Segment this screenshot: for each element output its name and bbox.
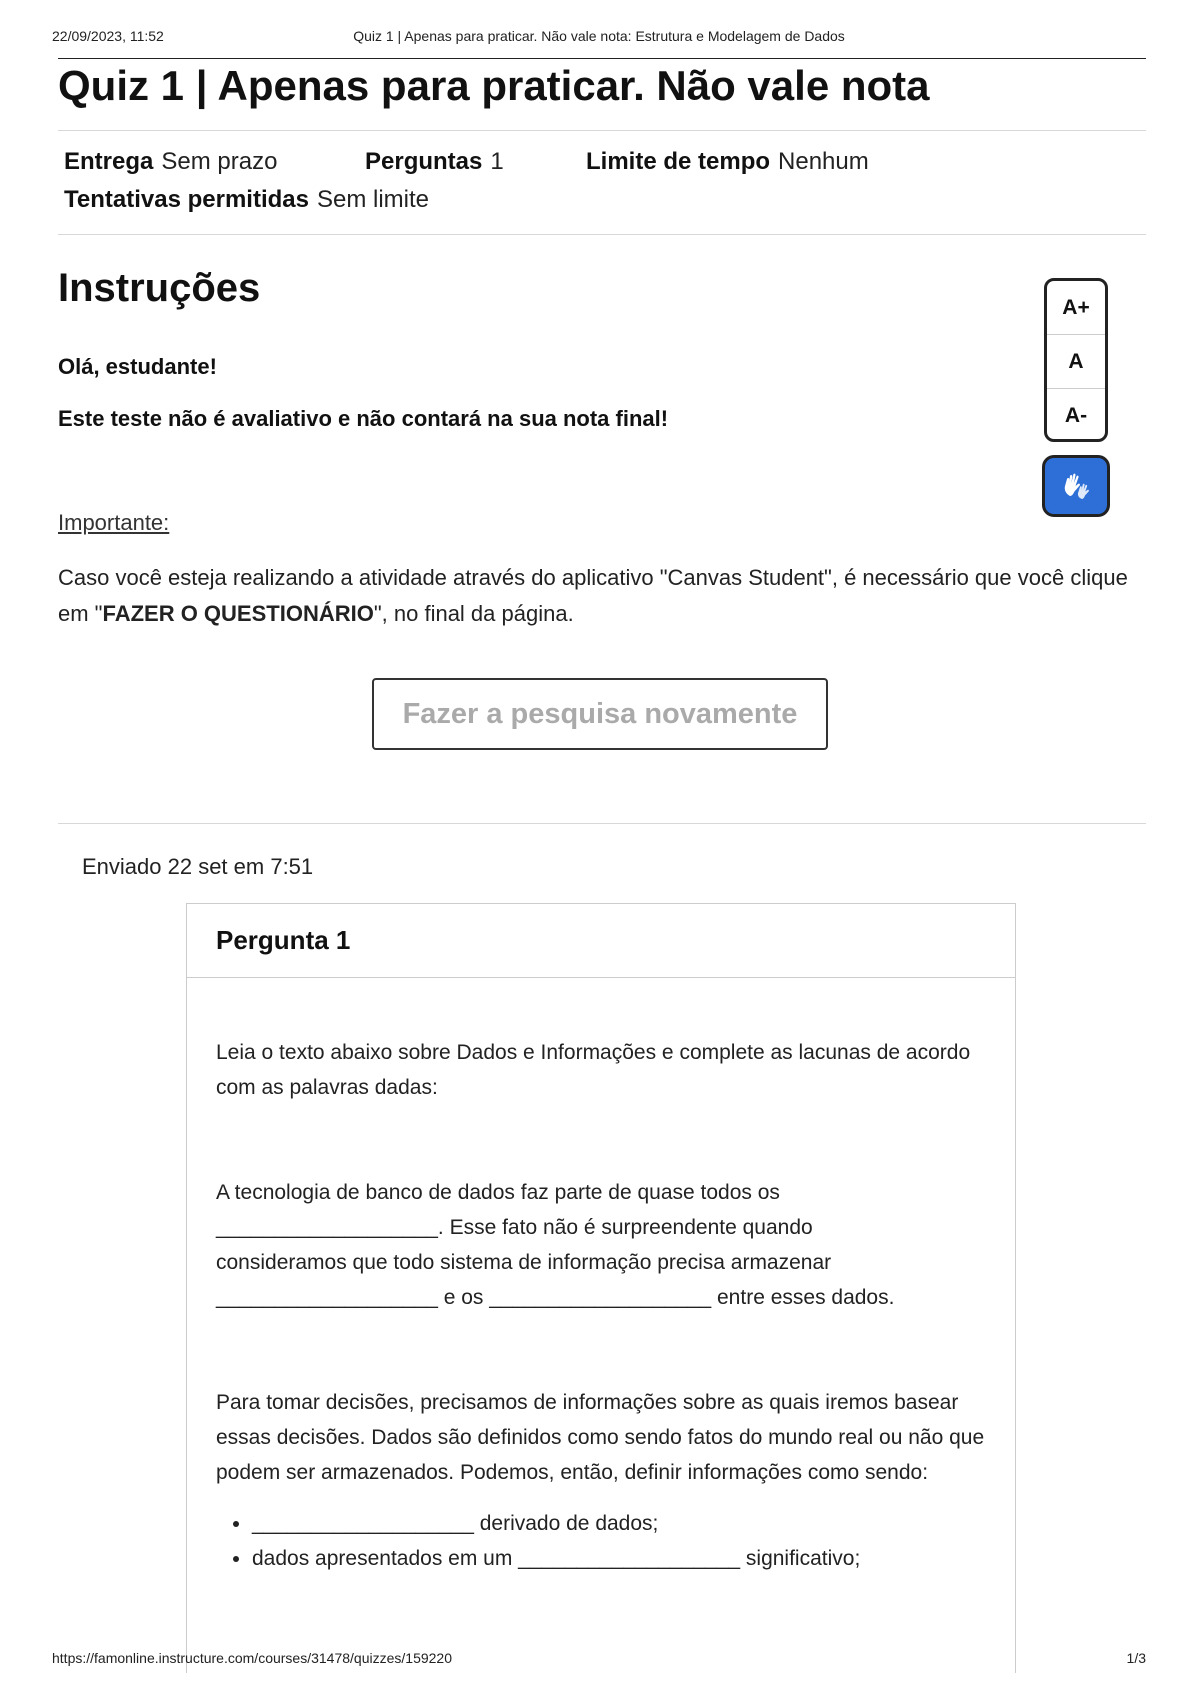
- retake-quiz-button[interactable]: Fazer a pesquisa novamente: [372, 678, 828, 750]
- instructions-text-bold: FAZER O QUESTIONÁRIO: [102, 601, 374, 626]
- question-passage-1: [216, 1175, 986, 1315]
- meta-entrega-value: Sem prazo: [161, 148, 278, 175]
- section-divider: [58, 823, 1146, 824]
- meta-divider: [58, 234, 1146, 235]
- passage-line: ___________________. Esse fato não é surpreendente quando: [216, 1216, 813, 1239]
- passage-line: ___________________ e os ___________________ entre esses dados.: [216, 1286, 895, 1309]
- greeting-text: Olá, estudante!: [58, 354, 217, 379]
- print-doc-title: Quiz 1 | Apenas para praticar. Não vale nota: Estrutura e Modelagem de Dados: [353, 28, 845, 44]
- list-item: • ___________________ derivado de dados;: [252, 1506, 986, 1541]
- question-passage-2: Para tomar decisões, precisamos de informações sobre as quais iremos basear essas decisões. Dados são definidos como sendo fatos do mundo real ou não que podem ser armazenados. Podemos, então, definir informações como sendo:: [216, 1391, 985, 1484]
- print-datetime: 22/09/2023, 11:52: [52, 28, 164, 44]
- header-divider: [58, 58, 1146, 59]
- print-header: [52, 28, 1146, 56]
- not-graded-note: Este teste não é avaliativo e não contará na sua nota final!: [58, 406, 669, 431]
- meta-tentativas-label: Tentativas permitidas: [64, 186, 309, 213]
- page-url: https://famonline.instructure.com/courses/31478/quizzes/159220: [52, 1650, 453, 1666]
- meta-limite-label: Limite de tempo: [586, 148, 771, 175]
- meta-tentativas-value: Sem limite: [316, 186, 429, 213]
- meta-limite-tempo: [586, 148, 869, 176]
- meta-limite-value: Nenhum: [778, 148, 869, 175]
- meta-perguntas-label: Perguntas: [365, 148, 483, 175]
- instructions-heading: Instruções: [58, 266, 261, 310]
- meta-perguntas-value: 1: [490, 148, 504, 175]
- question-body: [187, 1035, 1015, 1576]
- font-decrease-button[interactable]: A-: [1064, 403, 1088, 427]
- title-divider: [58, 130, 1146, 131]
- instructions-text-before: Caso você esteja realizando a atividade através do aplicativo "Canvas Student", é necessário que você clique em ": [58, 565, 1128, 626]
- question-card: [186, 903, 1016, 1673]
- font-size-controls: [1044, 278, 1108, 442]
- meta-entrega-label: Entrega: [64, 148, 154, 175]
- quiz-title: Quiz 1 | Apenas para praticar. Não vale nota: [58, 62, 930, 109]
- sign-language-hands-icon: [1056, 466, 1096, 506]
- page-number: 1/3: [1126, 1650, 1146, 1666]
- sign-language-button[interactable]: [1042, 455, 1110, 517]
- information-definition-list: [216, 1506, 986, 1576]
- submitted-timestamp: Enviado 22 set em 7:51: [82, 854, 314, 879]
- font-reset-button[interactable]: A: [1047, 335, 1105, 389]
- importante-label: Importante:: [58, 510, 170, 535]
- font-increase-button[interactable]: A+: [1047, 281, 1105, 335]
- instructions-text-after: ", no final da página.: [373, 601, 574, 626]
- passage-line: consideramos que todo sistema de informação precisa armazenar: [216, 1251, 832, 1274]
- meta-perguntas: [365, 148, 504, 176]
- list-item: • dados apresentados em um ___________________ significativo;: [252, 1541, 986, 1576]
- passage-line: A tecnologia de banco de dados faz parte de quase todos os: [216, 1181, 780, 1204]
- canvas-student-instructions: [58, 560, 1138, 632]
- question-title: Pergunta 1: [187, 904, 1015, 978]
- meta-tentativas: [64, 186, 429, 214]
- meta-entrega: [64, 148, 277, 176]
- question-prompt: Leia o texto abaixo sobre Dados e Informações e complete as lacunas de acordo com as palavras dadas:: [216, 1041, 971, 1099]
